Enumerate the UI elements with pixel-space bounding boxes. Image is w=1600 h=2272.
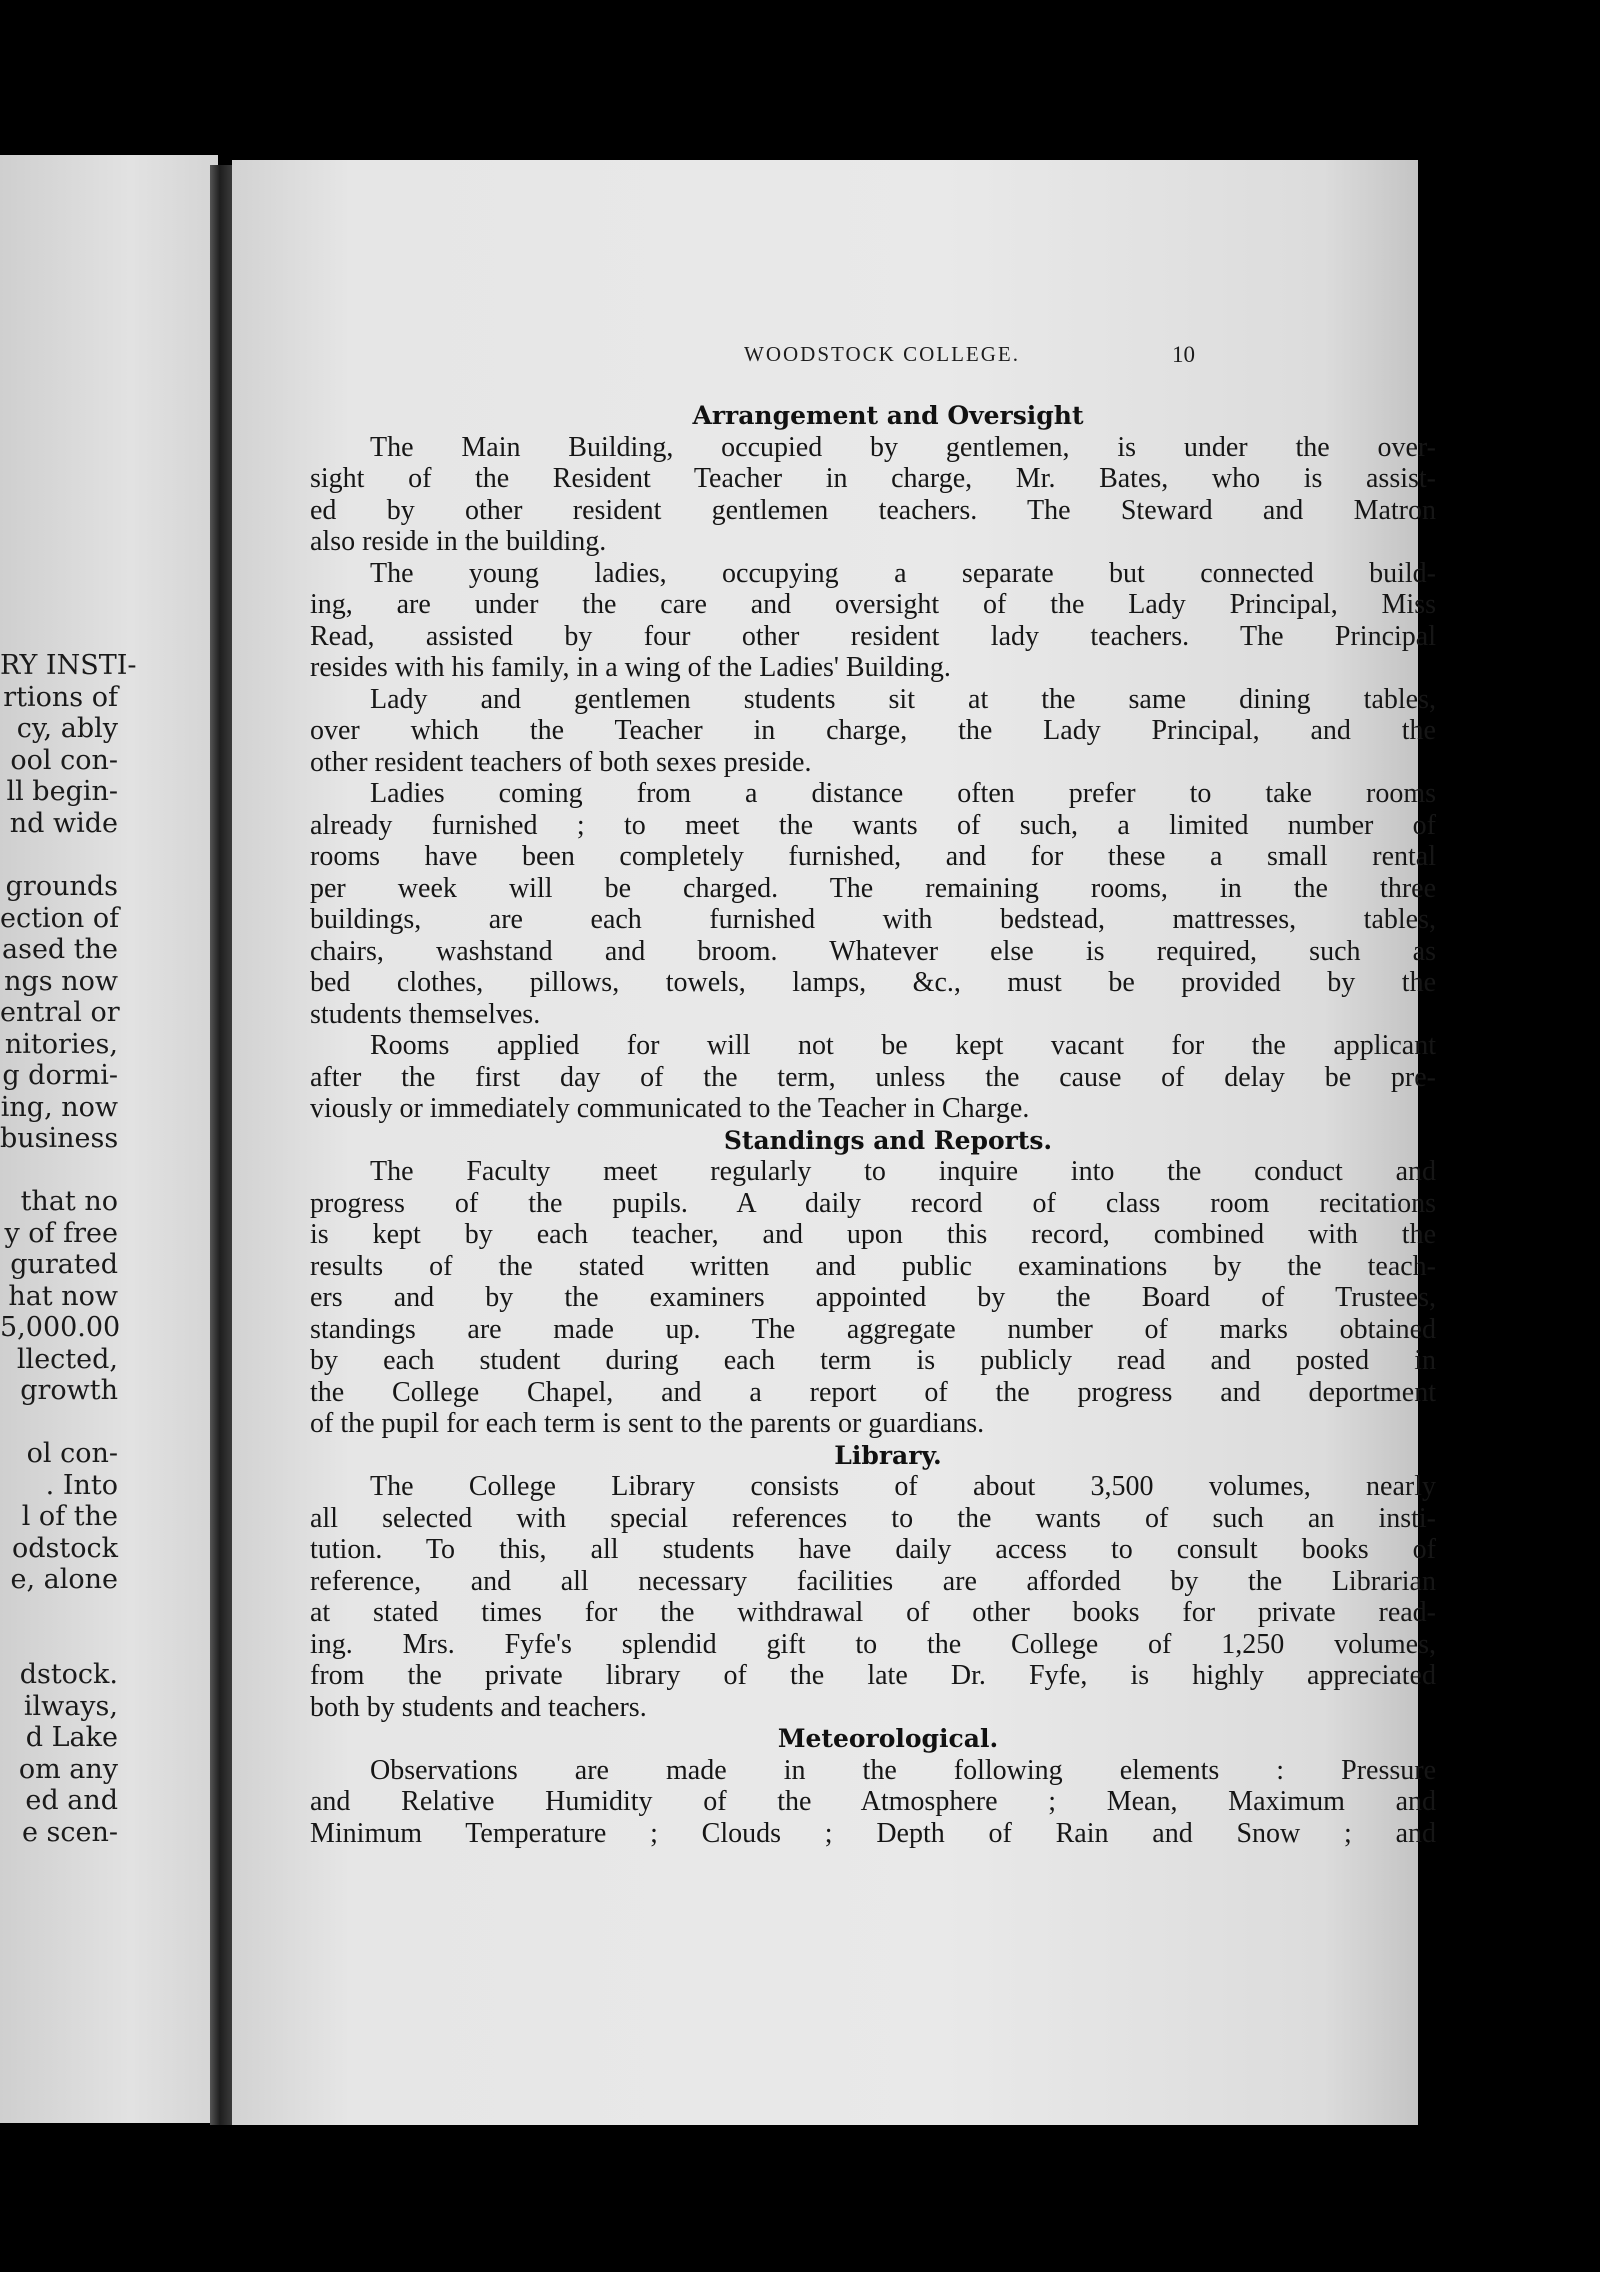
text-line: ed by other resident gentlemen teachers. The Steward and Matron bbox=[310, 494, 1436, 526]
paragraph bbox=[310, 684, 1436, 779]
text-line: both by students and teachers. bbox=[310, 1691, 647, 1723]
left-page-line: gurated bbox=[10, 1249, 118, 1280]
left-page-line: l of the bbox=[21, 1501, 118, 1532]
text-line: is kept by each teacher, and upon this record, combined with the bbox=[310, 1219, 1436, 1250]
page-number: 10 bbox=[1172, 342, 1195, 367]
left-page-line: y of free bbox=[4, 1217, 118, 1249]
left-page-text-block bbox=[0, 1438, 118, 1596]
text-line: Minimum Temperature ; Clouds ; Depth of Rain and Snow ; and bbox=[310, 1817, 1436, 1849]
text-line: standings are made up. The aggregate number of marks obtained bbox=[310, 1313, 1436, 1345]
text-line: and Relative Humidity of the Atmosphere ; Mean, Maximum and bbox=[310, 1786, 1436, 1817]
left-page-text-block bbox=[0, 871, 118, 1155]
left-page-line: odstock bbox=[12, 1532, 118, 1564]
left-page-line: ol con- bbox=[26, 1438, 118, 1469]
left-page-line: that no bbox=[20, 1186, 118, 1217]
text-line: students themselves. bbox=[310, 998, 541, 1030]
text-line: Observations are made in the following elements : Pressure bbox=[370, 1754, 1436, 1786]
left-page-line: llected, bbox=[16, 1343, 118, 1375]
left-page-text-block bbox=[0, 1186, 121, 1407]
left-page-line: rtions of bbox=[3, 681, 118, 713]
left-page-line: ilways, bbox=[23, 1690, 118, 1722]
left-page-line: entral or bbox=[0, 997, 120, 1028]
text-line: chairs, washstand and broom. Whatever else is required, such as bbox=[310, 935, 1436, 967]
text-line: tution. To this, all students have daily access to consult books of bbox=[310, 1534, 1436, 1565]
left-page-line: g dormi- bbox=[2, 1060, 118, 1091]
text-line: of the pupil for each term is sent to the parents or guardians. bbox=[310, 1408, 985, 1439]
left-page-line: d Lake bbox=[25, 1722, 118, 1753]
text-line: ers and by the examiners appointed by the Board of Trustees, bbox=[310, 1282, 1436, 1313]
section-heading: Library. bbox=[834, 1440, 942, 1470]
text-line: bed clothes, pillows, towels, lamps, &c., must be provided by the bbox=[310, 967, 1436, 998]
text-line: Ladies coming from a distance often prefer to take rooms bbox=[370, 778, 1436, 809]
paragraph bbox=[310, 1156, 1436, 1440]
left-page-line: RY INSTI- bbox=[0, 650, 137, 681]
left-page-line: ing, now bbox=[0, 1091, 118, 1123]
left-page-text-block bbox=[0, 1659, 118, 1848]
text-line: already furnished ; to meet the wants of such, a limited number of bbox=[310, 809, 1436, 841]
section-heading: Arrangement and Oversight bbox=[692, 401, 1084, 430]
left-facing-page bbox=[0, 155, 218, 2123]
text-line: sight of the Resident Teacher in charge, Mr. Bates, who is assist- bbox=[310, 463, 1436, 494]
text-line: ing, are under the care and oversight of the Lady Principal, Miss bbox=[310, 589, 1436, 620]
section-heading: Meteorological. bbox=[777, 1724, 999, 1753]
text-line: The young ladies, occupying a separate but connected build- bbox=[370, 557, 1436, 589]
text-line: reference, and all necessary facilities are afforded by the Librarian bbox=[310, 1565, 1436, 1597]
left-page-text-block bbox=[0, 650, 137, 839]
text-line: The College Library consists of about 3,500 volumes, nearly bbox=[370, 1471, 1436, 1502]
text-line: Read, assisted by four other resident lady teachers. The Principal bbox=[310, 620, 1436, 652]
text-line: after the first day of the term, unless the cause of delay be pre- bbox=[310, 1061, 1436, 1093]
text-line: The Faculty meet regularly to inquire into the conduct and bbox=[370, 1156, 1436, 1187]
left-page-line: ased the bbox=[1, 934, 118, 965]
text-line: buildings, are each furnished with bedstead, mattresses, tables, bbox=[310, 904, 1436, 935]
text-line: from the private library of the late Dr. Fyfe, is highly appreciated bbox=[310, 1660, 1436, 1691]
left-page-line: . Into bbox=[45, 1469, 118, 1501]
text-line: Lady and gentlemen students sit at the same dining tables, bbox=[370, 683, 1436, 715]
paragraph bbox=[310, 1755, 1436, 1850]
paragraph bbox=[310, 558, 1436, 684]
book-gutter bbox=[210, 165, 232, 2125]
left-page-line: ed and bbox=[25, 1785, 118, 1816]
left-page-line: om any bbox=[18, 1753, 118, 1785]
text-line: progress of the pupils. A daily record of class room recitations bbox=[310, 1187, 1436, 1219]
running-head: WOODSTOCK COLLEGE. bbox=[744, 342, 1020, 366]
page-body bbox=[310, 400, 1436, 1849]
paragraph bbox=[310, 778, 1436, 1030]
left-page-line: ngs now bbox=[4, 965, 118, 997]
section-heading: Standings and Reports. bbox=[723, 1125, 1053, 1155]
left-page-line: nd wide bbox=[9, 807, 118, 839]
left-page-line: e, alone bbox=[10, 1564, 118, 1595]
text-line: resides with his family, in a wing of the Ladies' Building. bbox=[310, 652, 951, 683]
left-page-line: 5,000.00 bbox=[0, 1312, 121, 1343]
text-line: also reside in the building. bbox=[310, 526, 607, 557]
left-page-line: ll begin- bbox=[6, 776, 118, 807]
text-line: by each student during each term is publicly read and posted in bbox=[310, 1345, 1436, 1376]
text-line: rooms have been completely furnished, and for these a small rental bbox=[310, 841, 1436, 872]
paragraph bbox=[310, 1471, 1436, 1723]
left-page-line: e scen- bbox=[21, 1816, 118, 1848]
left-page-line: dstock. bbox=[19, 1659, 118, 1690]
left-page-line: business bbox=[0, 1123, 119, 1154]
left-page-line: ool con- bbox=[10, 744, 118, 776]
paragraph bbox=[310, 432, 1436, 558]
text-line: the College Chapel, and a report of the progress and deportment bbox=[310, 1376, 1436, 1408]
text-line: Rooms applied for will not be kept vacant for the applicant bbox=[370, 1030, 1436, 1061]
left-page-line: ection of bbox=[0, 902, 120, 934]
text-line: other resident teachers of both sexes preside. bbox=[310, 746, 812, 778]
text-line: viously or immediately communicated to the Teacher in Charge. bbox=[310, 1093, 1030, 1124]
left-page-line: growth bbox=[20, 1375, 118, 1406]
main-page bbox=[232, 160, 1436, 2125]
left-page-line: grounds bbox=[5, 871, 118, 902]
left-page-line: cy, ably bbox=[16, 713, 118, 744]
text-line: all selected with special references to the wants of such an insti- bbox=[310, 1502, 1436, 1534]
text-line: results of the stated written and public examinations by the teach- bbox=[310, 1250, 1436, 1282]
paragraph bbox=[310, 1030, 1436, 1125]
text-line: at stated times for the withdrawal of other books for private read- bbox=[310, 1597, 1436, 1628]
text-line: per week will be charged. The remaining rooms, in the three bbox=[310, 872, 1436, 904]
text-line: ing. Mrs. Fyfe's splendid gift to the College of 1,250 volumes, bbox=[310, 1628, 1436, 1660]
left-page-line: nitories, bbox=[4, 1028, 118, 1060]
text-line: over which the Teacher in charge, the Lady Principal, and the bbox=[310, 715, 1436, 746]
left-page-line: hat now bbox=[8, 1280, 118, 1312]
text-line: The Main Building, occupied by gentlemen, is under the over- bbox=[370, 431, 1436, 463]
